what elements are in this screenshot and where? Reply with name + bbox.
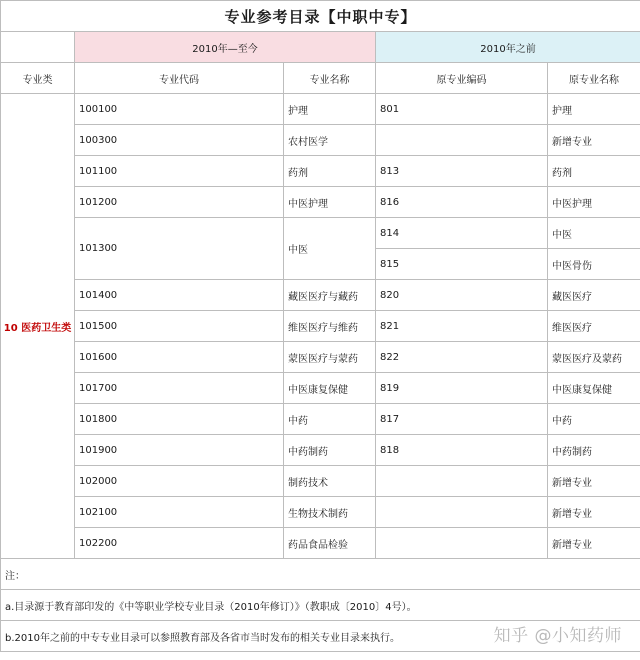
old-name-cell: 维医医疗 bbox=[548, 311, 640, 342]
group-new-period: 2010年—至今 bbox=[75, 32, 376, 63]
table-row bbox=[1, 466, 640, 497]
table-row bbox=[1, 373, 640, 404]
table-row bbox=[1, 497, 640, 528]
major-name-cell: 中医护理 bbox=[284, 187, 376, 218]
major-name-cell: 农村医学 bbox=[284, 125, 376, 156]
major-name-cell: 维医医疗与维药 bbox=[284, 311, 376, 342]
old-code-cell: 813 bbox=[376, 156, 548, 187]
old-code-cell: 822 bbox=[376, 342, 548, 373]
header-old-name: 原专业名称 bbox=[548, 63, 640, 94]
note-text: a.目录源于教育部印发的《中等职业学校专业目录（2010年修订）》（教职成〔2010〕4号）。 bbox=[1, 590, 640, 621]
table-row bbox=[1, 342, 640, 373]
major-name-cell: 制药技术 bbox=[284, 466, 376, 497]
old-name-cell: 中医康复保健 bbox=[548, 373, 640, 404]
table-row bbox=[1, 187, 640, 218]
major-code-cell: 102200 bbox=[75, 528, 284, 559]
major-code-cell: 101400 bbox=[75, 280, 284, 311]
old-code-cell: 820 bbox=[376, 280, 548, 311]
note-text: b.2010年之前的中专专业目录可以参照教育部及各省市当时发布的相关专业目录来执行。 bbox=[1, 621, 640, 652]
old-code-cell: 818 bbox=[376, 435, 548, 466]
header-code: 专业代码 bbox=[75, 63, 284, 94]
old-name-cell: 新增专业 bbox=[548, 466, 640, 497]
major-name-cell: 中药 bbox=[284, 404, 376, 435]
page-title: 专业参考目录【中职中专】 bbox=[1, 1, 640, 32]
table-row bbox=[1, 435, 640, 466]
old-name-cell: 蒙医医疗及蒙药 bbox=[548, 342, 640, 373]
major-name-cell: 药剂 bbox=[284, 156, 376, 187]
old-name-cell: 护理 bbox=[548, 94, 640, 125]
table-row bbox=[1, 528, 640, 559]
old-code-cell: 817 bbox=[376, 404, 548, 435]
category-cell: 10 医药卫生类 bbox=[1, 94, 75, 559]
major-name-cell: 护理 bbox=[284, 94, 376, 125]
major-code-cell: 102100 bbox=[75, 497, 284, 528]
note-row bbox=[1, 590, 640, 621]
major-code-cell: 101800 bbox=[75, 404, 284, 435]
header-old-code: 原专业编码 bbox=[376, 63, 548, 94]
major-name-cell: 生物技术制药 bbox=[284, 497, 376, 528]
table-row bbox=[1, 404, 640, 435]
major-code-cell: 101300 bbox=[75, 218, 284, 280]
old-code-cell bbox=[376, 466, 548, 497]
old-code-cell: 815 bbox=[376, 249, 548, 280]
group-blank-cell bbox=[1, 32, 75, 63]
table-row bbox=[1, 125, 640, 156]
note-row bbox=[1, 559, 640, 590]
old-name-cell: 中医 bbox=[548, 218, 640, 249]
major-code-cell: 101100 bbox=[75, 156, 284, 187]
table-row bbox=[1, 156, 640, 187]
old-name-cell: 中医护理 bbox=[548, 187, 640, 218]
table-row bbox=[1, 218, 640, 249]
major-code-cell: 100300 bbox=[75, 125, 284, 156]
major-name-cell: 药品食品检验 bbox=[284, 528, 376, 559]
watermark: 知乎 @小知药师 bbox=[493, 626, 622, 646]
old-name-cell: 藏医医疗 bbox=[548, 280, 640, 311]
old-code-cell: 814 bbox=[376, 218, 548, 249]
old-code-cell: 801 bbox=[376, 94, 548, 125]
major-name-cell: 中医康复保健 bbox=[284, 373, 376, 404]
table-row bbox=[1, 280, 640, 311]
major-name-cell: 藏医医疗与藏药 bbox=[284, 280, 376, 311]
major-code-cell: 101500 bbox=[75, 311, 284, 342]
old-name-cell: 中药 bbox=[548, 404, 640, 435]
group-old-period: 2010年之前 bbox=[376, 32, 640, 63]
major-code-cell: 101900 bbox=[75, 435, 284, 466]
old-code-cell: 816 bbox=[376, 187, 548, 218]
major-code-cell: 101200 bbox=[75, 187, 284, 218]
major-code-cell: 101700 bbox=[75, 373, 284, 404]
note-text: 注： bbox=[1, 559, 640, 590]
old-code-cell: 821 bbox=[376, 311, 548, 342]
old-name-cell: 中药制药 bbox=[548, 435, 640, 466]
header-category: 专业类 bbox=[1, 63, 75, 94]
old-name-cell: 新增专业 bbox=[548, 125, 640, 156]
old-name-cell: 药剂 bbox=[548, 156, 640, 187]
table-row bbox=[1, 311, 640, 342]
old-code-cell: 819 bbox=[376, 373, 548, 404]
old-name-cell: 新增专业 bbox=[548, 497, 640, 528]
major-name-cell: 蒙医医疗与蒙药 bbox=[284, 342, 376, 373]
old-code-cell bbox=[376, 125, 548, 156]
header-name: 专业名称 bbox=[284, 63, 376, 94]
major-code-cell: 102000 bbox=[75, 466, 284, 497]
old-code-cell bbox=[376, 497, 548, 528]
table-row bbox=[1, 94, 640, 125]
major-name-cell: 中医 bbox=[284, 218, 376, 280]
major-name-cell: 中药制药 bbox=[284, 435, 376, 466]
old-name-cell: 新增专业 bbox=[548, 528, 640, 559]
major-code-cell: 100100 bbox=[75, 94, 284, 125]
old-code-cell bbox=[376, 528, 548, 559]
major-code-cell: 101600 bbox=[75, 342, 284, 373]
old-name-cell: 中医骨伤 bbox=[548, 249, 640, 280]
